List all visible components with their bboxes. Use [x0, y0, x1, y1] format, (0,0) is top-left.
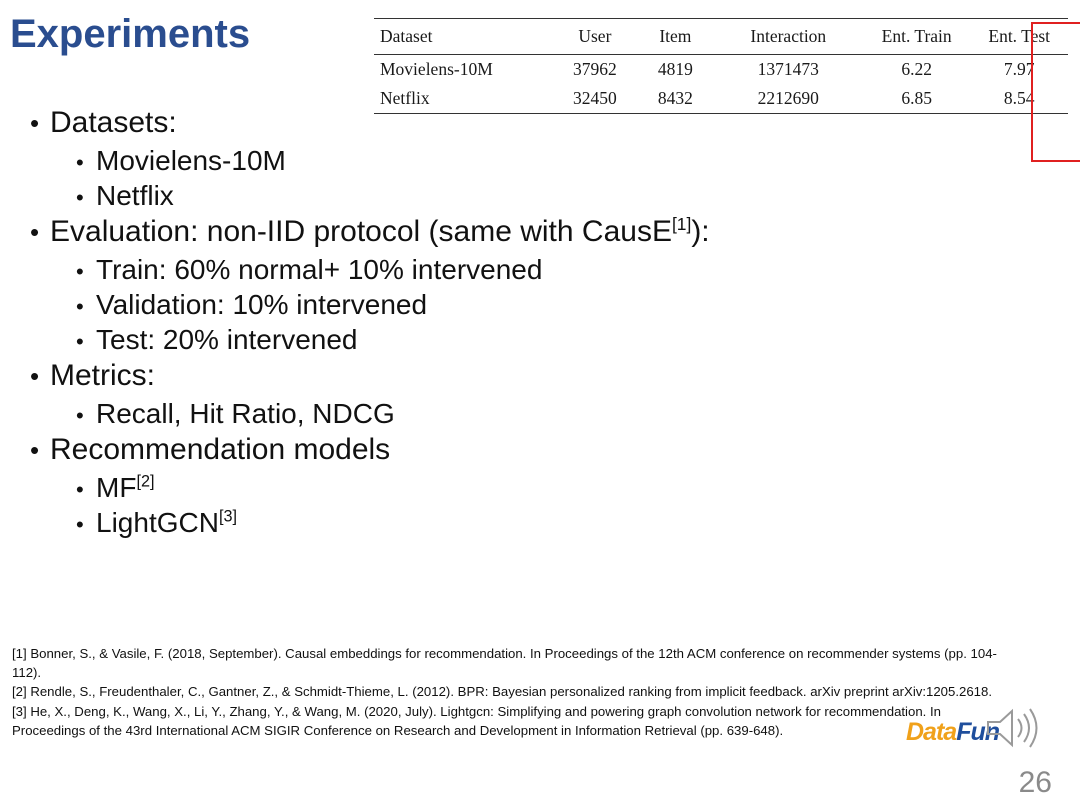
list-item-label	[50, 214, 710, 248]
stats-table	[374, 18, 1068, 114]
column-header-ent-test: Ent. Test	[970, 19, 1068, 55]
bullet-dot-icon: •	[76, 403, 84, 428]
list-item	[76, 326, 734, 354]
list-item-label: Validation: 10% intervened	[96, 289, 428, 320]
column-header-ent-train: Ent. Train	[863, 19, 970, 55]
bullet-dot-icon: •	[30, 435, 40, 465]
list-item	[76, 509, 734, 537]
logo-text-fun: Fun	[956, 718, 1000, 746]
list-item-label: Netflix	[96, 180, 174, 211]
list-item-label: Metrics:	[50, 359, 155, 392]
bullet-dot-icon: •	[30, 108, 40, 138]
list-item-text: LightGCN	[96, 507, 219, 538]
speaker-icon	[982, 704, 1042, 752]
cell-dataset: Movielens-10M	[380, 59, 493, 79]
bullet-dot-icon: •	[30, 217, 40, 247]
column-header-interaction: Interaction	[714, 19, 863, 55]
cell-item: 4819	[657, 59, 693, 79]
cell-dataset: Netflix	[374, 84, 553, 114]
bullet-dot-icon: •	[30, 361, 40, 391]
list-item	[30, 435, 734, 465]
citation-ref: [3]	[218, 507, 237, 526]
datafun-logo	[906, 704, 1036, 758]
cell-ent-train: 6.85	[863, 84, 970, 114]
list-item-label: Datasets:	[50, 106, 177, 139]
table-header-row	[374, 19, 1068, 55]
bullet-dot-icon: •	[76, 477, 84, 502]
bullet-dot-icon: •	[76, 150, 84, 175]
cell-ent-test: 8.54	[970, 84, 1068, 114]
cell-user: 37962	[573, 59, 617, 79]
list-item-label: Test: 20% intervened	[96, 324, 358, 355]
column-header-dataset: Dataset	[374, 19, 553, 55]
references-block	[12, 645, 1012, 742]
list-item	[30, 361, 734, 391]
list-item	[76, 182, 734, 210]
list-item-label: Recommendation models	[50, 433, 391, 466]
cell-ent-test: 7.97	[1003, 59, 1035, 79]
logo-text-data: Data	[906, 718, 957, 746]
list-item-label: Train: 60% normal+ 10% intervened	[96, 254, 543, 285]
list-item-label: Recall, Hit Ratio, NDCG	[96, 398, 395, 429]
cell-ent-train: 6.22	[901, 59, 932, 79]
list-item	[76, 400, 734, 428]
column-header-item: Item	[637, 19, 713, 55]
list-item	[76, 256, 734, 284]
dataset-statistics-table	[374, 18, 1068, 114]
page-title: Experiments	[10, 12, 251, 56]
list-item	[76, 291, 734, 319]
list-item-label	[96, 474, 155, 502]
page-number: 26	[1018, 766, 1052, 799]
list-item	[76, 147, 734, 175]
bullet-list	[14, 108, 734, 544]
citation-ref: [2]	[136, 472, 155, 491]
list-item	[30, 108, 734, 138]
list-item-text: Evaluation: non-IID protocol (same with CausE	[50, 215, 672, 248]
table-row	[374, 55, 1068, 85]
table-body	[374, 55, 1068, 114]
table-header	[374, 19, 1068, 55]
list-item-label	[96, 509, 237, 537]
reference-entry: [1] Bonner, S., & Vasile, F. (2018, September). Causal embeddings for recommendation. In Proceedings of the 12th ACM conference on recommender systems (pp. 104-112).	[12, 646, 997, 680]
list-item-text-tail: ):	[691, 215, 710, 248]
list-item	[30, 214, 734, 248]
cell-interaction: 2212690	[714, 84, 863, 114]
bullet-dot-icon: •	[76, 185, 84, 210]
bullet-dot-icon: •	[76, 512, 84, 537]
column-header-user: User	[553, 19, 638, 55]
list-item	[76, 474, 734, 502]
bullet-dot-icon: •	[76, 329, 84, 354]
reference-entry: [3] He, X., Deng, K., Wang, X., Li, Y., Zhang, Y., & Wang, M. (2020, July). Lightgcn: Simplifying and powering graph convolution network for recommendation. In Proceedings of the 43rd International ACM SIGIR Conference on Research and Development in Information Retrieval (pp. 639-648).	[12, 704, 941, 738]
citation-ref: [1]	[671, 214, 692, 234]
list-item-text: MF	[96, 472, 137, 503]
cell-user: 32450	[553, 84, 638, 114]
cell-interaction: 1371473	[757, 59, 819, 79]
bullet-dot-icon: •	[76, 294, 84, 319]
cell-item: 8432	[637, 84, 713, 114]
list-item-label: Movielens-10M	[96, 145, 286, 176]
bullet-dot-icon: •	[76, 259, 84, 284]
reference-entry: [2] Rendle, S., Freudenthaler, C., Gantner, Z., & Schmidt-Thieme, L. (2012). BPR: Bayesian personalized ranking from implicit feedback. arXiv preprint arXiv:1205.2618.	[12, 684, 993, 700]
